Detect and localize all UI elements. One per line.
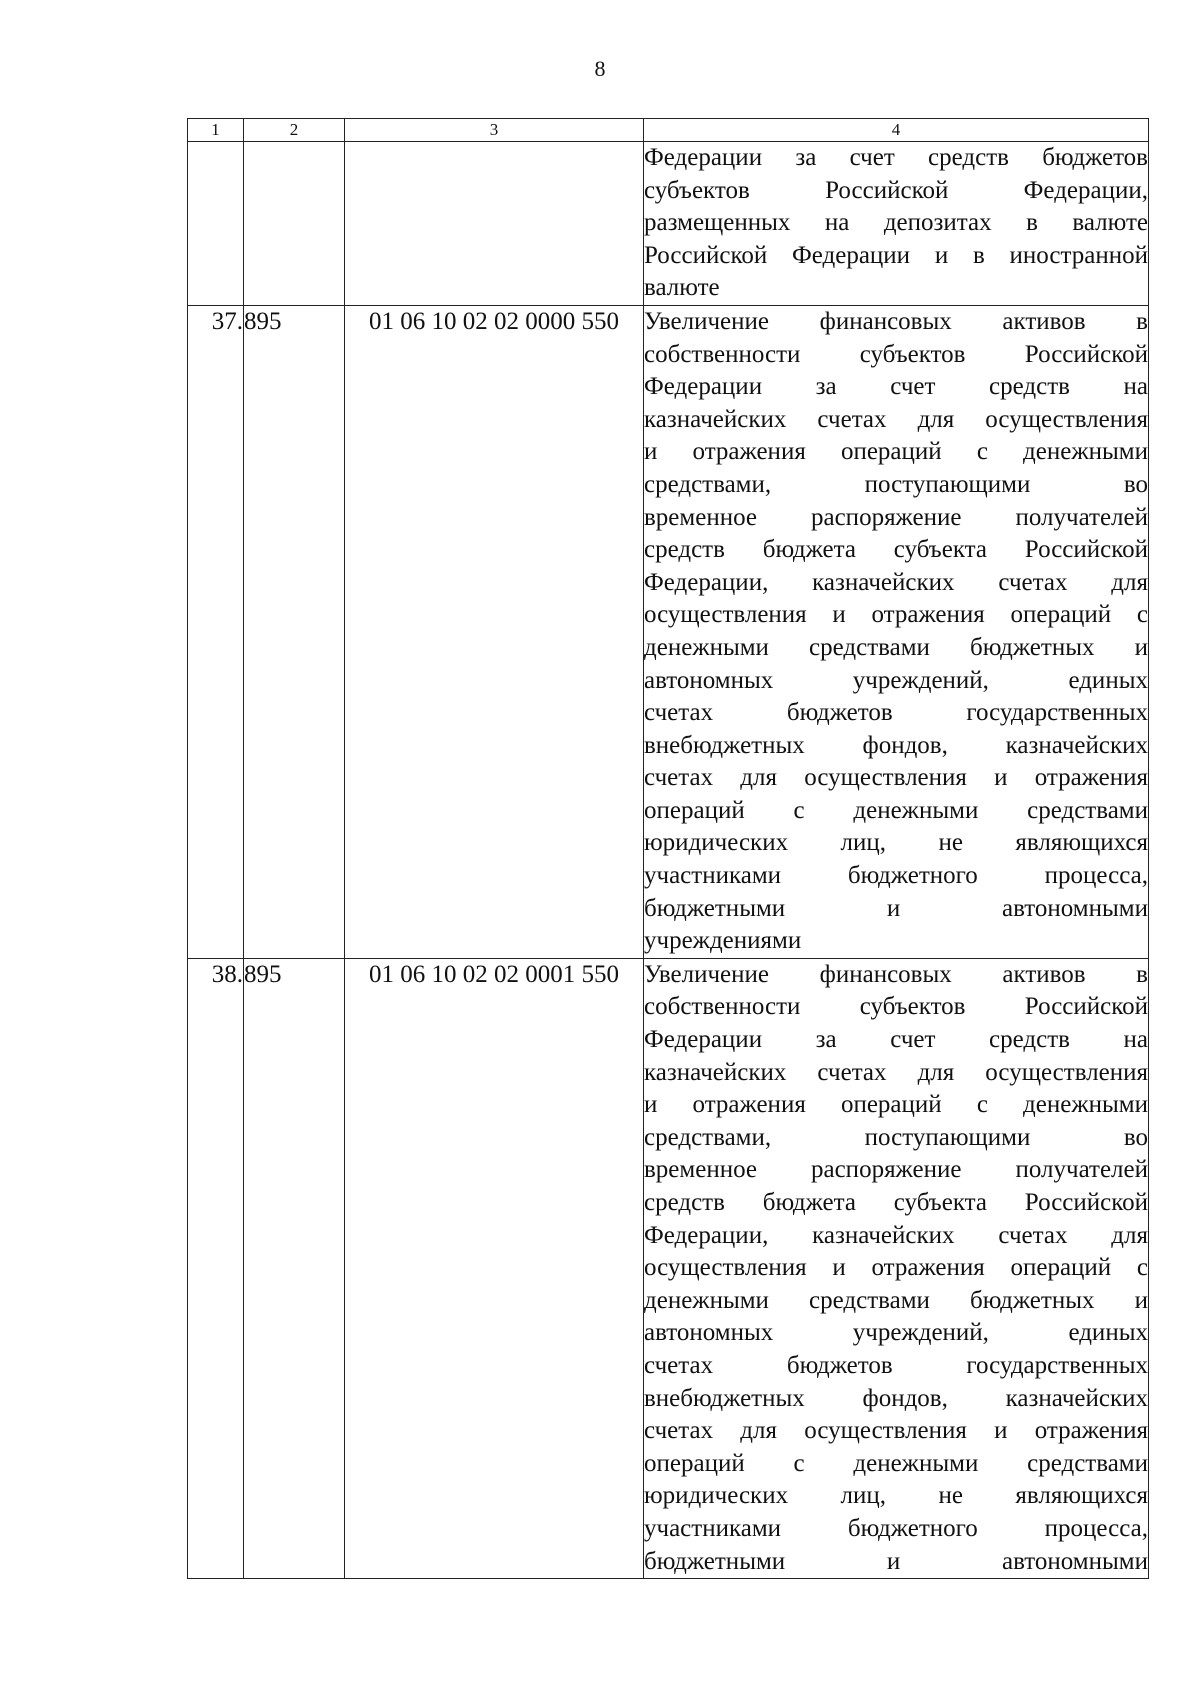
description-line: счетах для осуществления и отражения — [644, 1417, 1148, 1445]
admin-code-cell: 895 — [244, 958, 345, 1578]
row-number-cell: 38. — [188, 958, 244, 1578]
description-line: средств бюджета субъекта Российской — [644, 1189, 1148, 1216]
description-line: Федерации, казначейских счетах для — [644, 568, 1148, 596]
description-line: операций с денежными средствами — [644, 1449, 1148, 1477]
description-line: счетах для осуществления и отражения — [644, 764, 1148, 792]
kbk-code-cell — [345, 142, 644, 306]
admin-code-cell — [244, 142, 345, 306]
table-row-continuation — [188, 142, 1149, 306]
description-line: бюджетными и автономными — [644, 894, 1148, 922]
description-line: автономных учреждений, единых — [644, 1319, 1148, 1347]
description-line: Федерации, казначейских счетах для — [644, 1221, 1148, 1249]
description-line: Федерации за счет средств на — [644, 1026, 1148, 1054]
description-line: и отражения операций с денежными — [644, 1091, 1148, 1119]
description-line: внебюджетных фондов, казначейских — [644, 731, 1148, 759]
description-line: казначейских счетах для осуществления — [644, 405, 1148, 433]
budget-classification-table — [187, 118, 1149, 1579]
description-line: счетах бюджетов государственных — [644, 1351, 1148, 1379]
admin-code-cell: 895 — [244, 305, 345, 958]
description-line: учреждениями — [644, 927, 802, 955]
description-line: участниками бюджетного процесса, — [644, 862, 1148, 890]
description-line: валюте — [644, 274, 720, 302]
column-header-1: 1 — [188, 119, 244, 142]
description-line: участниками бюджетного процесса, — [644, 1514, 1148, 1542]
description-line: Федерации за счет средств на — [644, 373, 1148, 401]
description-line: временное распоряжение получателей — [644, 1156, 1148, 1184]
description-line: Увеличение финансовых активов в — [644, 960, 1148, 988]
description-line: размещенных на депозитах в валюте — [644, 209, 1148, 237]
description-line: осуществления и отражения операций с — [644, 601, 1148, 629]
description-cell — [644, 958, 1149, 1578]
table-row — [188, 958, 1149, 1578]
kbk-code-cell: 01 06 10 02 02 0001 550 — [345, 958, 644, 1578]
description-line: собственности субъектов Российской — [644, 340, 1148, 368]
description-cell — [644, 142, 1149, 306]
description-line: автономных учреждений, единых — [644, 666, 1148, 694]
description-line: денежными средствами бюджетных и — [644, 1286, 1148, 1314]
description-line: казначейских счетах для осуществления — [644, 1058, 1148, 1086]
description-line: юридических лиц, не являющихся — [644, 1482, 1148, 1510]
description-line: субъектов Российской Федерации, — [644, 176, 1148, 204]
table-row — [188, 305, 1149, 958]
row-number-cell: 37. — [188, 305, 244, 958]
description-line: Федерации за счет средств бюджетов — [644, 144, 1148, 171]
description-line: Увеличение финансовых активов в — [644, 307, 1148, 335]
description-line: временное распоряжение получателей — [644, 503, 1148, 531]
description-line: операций с денежными средствами — [644, 796, 1148, 824]
kbk-code-cell: 01 06 10 02 02 0000 550 — [345, 305, 644, 958]
description-line: Российской Федерации и в иностранной — [644, 241, 1148, 269]
description-line: средств бюджета субъекта Российской — [644, 536, 1148, 564]
description-line: собственности субъектов Российской — [644, 993, 1148, 1021]
page-number: 8 — [594, 56, 606, 81]
description-line: осуществления и отражения операций с — [644, 1254, 1148, 1282]
description-line: внебюджетных фондов, казначейских — [644, 1384, 1148, 1412]
table-header-row — [188, 119, 1149, 142]
description-line: средствами, поступающими во — [644, 470, 1148, 498]
column-header-4: 4 — [644, 119, 1149, 142]
description-line: средствами, поступающими во — [644, 1123, 1148, 1151]
column-header-2: 2 — [244, 119, 345, 142]
description-line: счетах бюджетов государственных — [644, 699, 1148, 727]
description-line: бюджетными и автономными — [644, 1547, 1148, 1575]
description-cell — [644, 305, 1149, 958]
row-number-cell — [188, 142, 244, 306]
description-line: денежными средствами бюджетных и — [644, 633, 1148, 661]
column-header-3: 3 — [345, 119, 644, 142]
description-line: юридических лиц, не являющихся — [644, 829, 1148, 857]
description-line: и отражения операций с денежными — [644, 438, 1148, 466]
